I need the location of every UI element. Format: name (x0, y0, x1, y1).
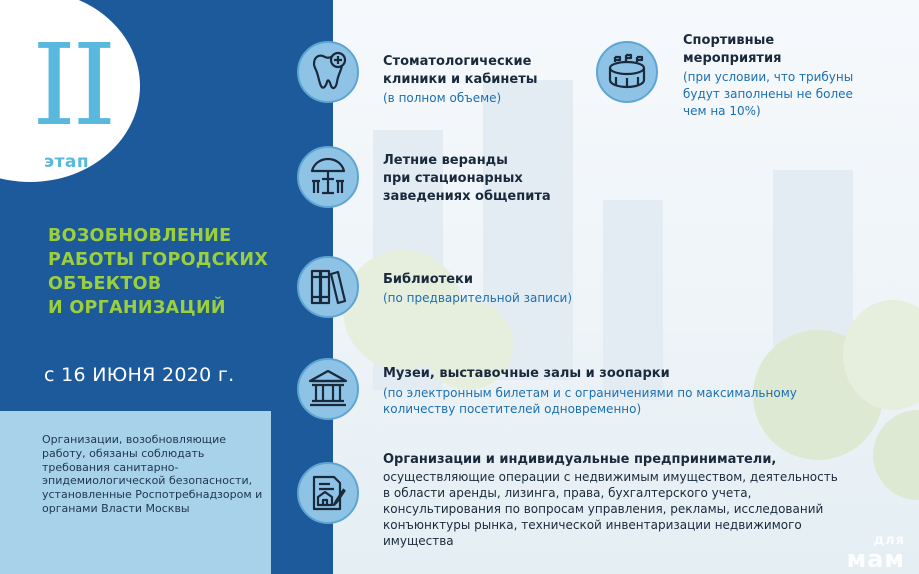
note-box (0, 411, 271, 574)
item-title: Спортивные (683, 33, 775, 48)
item-subtitle: (при условии, что трибуны (683, 70, 854, 84)
headline-line: И ОРГАНИЗАЦИЙ (48, 298, 226, 318)
item-title: клиники и кабинеты (383, 72, 538, 87)
watermark-line: для (873, 533, 905, 548)
left-panel (0, 0, 333, 574)
documents-icon (297, 462, 359, 524)
item-title: мероприятия (683, 51, 782, 66)
item-subtitle: имущества (383, 534, 454, 548)
note-text: Организации, возобновляющие работу, обязаны соблюдать требования санитарно-эпидемиологической безопасности, установленные Роспотребнадзором и органами Власти Москвы (42, 433, 263, 515)
item-subtitle: осуществляющие операции с недвижимым имуществом, деятельность (383, 470, 838, 484)
watermark-logo (846, 532, 905, 573)
item-title: Музеи, выставочные залы и зоопарки (383, 366, 670, 381)
tooth-icon (297, 41, 359, 103)
headline-line: ОБЪЕКТОВ (48, 274, 162, 294)
item-subtitle: конъюнктуры рынка, технической инвентаризации недвижимого (383, 518, 802, 532)
watermark-line: мам (846, 545, 905, 573)
headline-line: ВОЗОБНОВЛЕНИЕ (48, 226, 232, 246)
item-subtitle: будут заполнены не более (683, 87, 853, 101)
item-title: Библиотеки (383, 272, 473, 287)
item-subtitle: (в полном объеме) (383, 91, 502, 105)
item-subtitle: количеству посетителей одновременно) (383, 402, 642, 416)
headline (48, 224, 308, 320)
item-title: Летние веранды (383, 153, 508, 168)
item-subtitle: чем на 10%) (683, 104, 761, 118)
headline-line: РАБОТЫ ГОРОДСКИХ (48, 250, 269, 270)
item-subtitle: консультирования по вопросам управления, рекламы, исследований (383, 502, 824, 516)
stadium-icon (596, 41, 658, 103)
veranda-icon (297, 146, 359, 208)
item-title: заведениях общепита (383, 189, 551, 204)
item-subtitle: (по электронным билетам и с ограничениями по максимальному (383, 386, 797, 400)
item-subtitle: в области аренды, лизинга, права, бухгалтерского учета, (383, 486, 752, 500)
start-date: с 16 ИЮНЯ 2020 г. (44, 364, 235, 386)
item-title: Организации и индивидуальные предприниматели, (383, 452, 777, 467)
stage-label: этап (44, 152, 90, 172)
museum-icon (297, 358, 359, 420)
books-icon (297, 256, 359, 318)
stage-number: II (32, 21, 113, 151)
item-title: Стоматологические (383, 54, 532, 69)
item-title: при стационарных (383, 171, 523, 186)
item-subtitle: (по предварительной записи) (383, 291, 573, 305)
